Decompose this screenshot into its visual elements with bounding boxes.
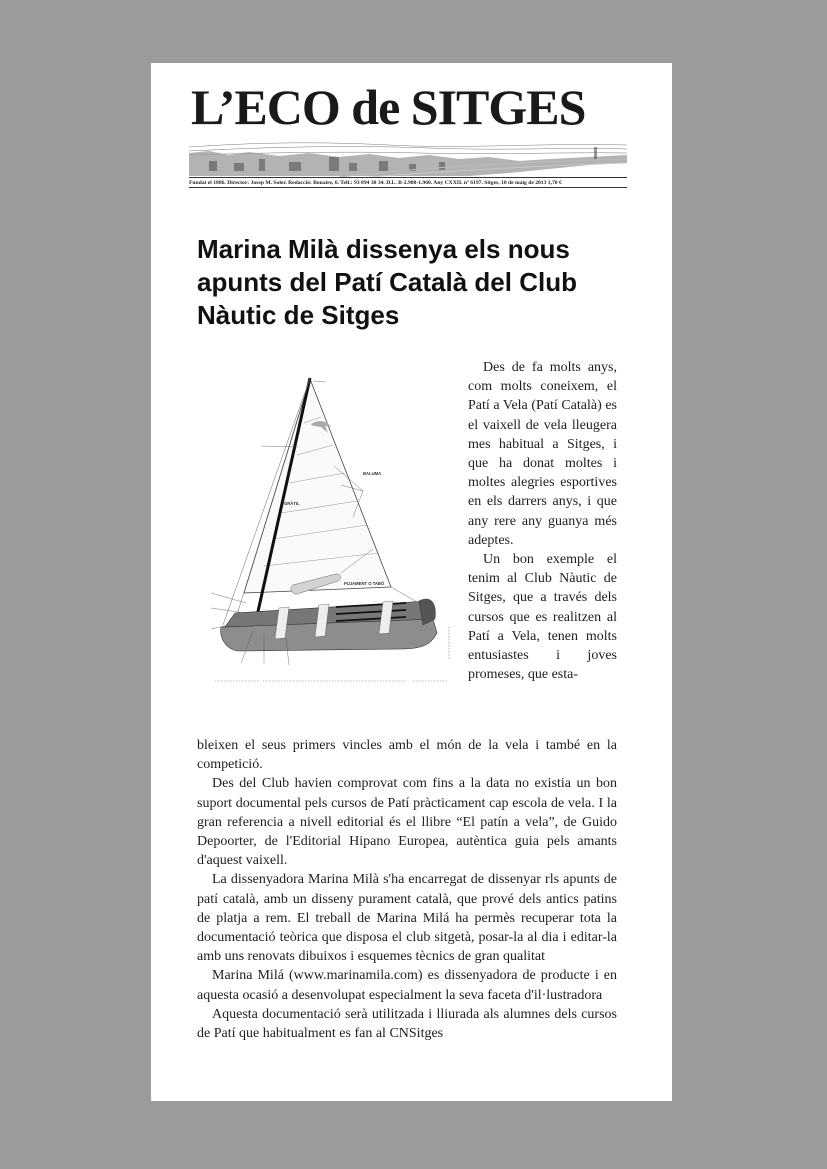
masthead-rule-bottom xyxy=(189,187,627,188)
label-baluma: BALUMA xyxy=(363,471,382,476)
masthead-imprint: Fundat el 1886. Director: Josep M. Soler. Redacció: Bonaire, 6. Telf.: 93 894 30 34. D.L. B-2.908-1.960. Any CXXII. nº 6197. Sitges, 10 de maig de 2013 1,70 € xyxy=(189,180,562,186)
paragraph-5: Marina Milá (www.marinamila.com) es dissenyadora de producte i en aquesta ocasió a desenvolupat especialment la seva faceta d'il·lustradora xyxy=(197,968,617,1003)
paragraph-6: Aquesta documentació serà utilitzada i lliurada als alumnes dels cursos de Patí que habitualment es fan al CNSitges xyxy=(197,1006,617,1042)
paragraph-4: La dissenyadora Marina Milà s'ha encarregat de dissenyar rls apunts de patí català, amb un disseny purament català, que prové dels antics patins de platja a rem. El treball de Marina Milá ha permès recuperar tota la documentació teòrica que disposa el club sitgetà, posar-la al dia i editar-la amb uns renovats dibuixos i esquemes tècnics de gran qualitat xyxy=(197,872,617,965)
masthead xyxy=(189,81,629,188)
newspaper-page xyxy=(151,63,672,1101)
article-body xyxy=(197,736,617,1043)
newspaper-logo: L’ECO de SITGES xyxy=(191,79,586,135)
town-panorama-illustration xyxy=(189,133,627,177)
paragraph-2: Un bon exemple el tenim al Club Nàutic de Sitges, que a través dels cursos que es realitzen al Patí a Vela, tenen molts entusiastes i joves promeses, que esta- xyxy=(468,552,617,683)
article-column-right xyxy=(468,358,617,684)
paragraph-2-continued: bleixen el seus primers vincles amb el món de la vela i també en la competició. xyxy=(197,738,617,773)
label-pujament: PUJAMENT O TABÓ xyxy=(344,581,385,586)
paragraph-1: Des de fa molts anys, com molts coneixem, el Patí a Vela (Patí Català) es el vaixell de vela lleugera mes habitual a Sitges, i que ha donat moltes i moltes alegries esportives en els darrers anys, i que any rere any guanya més adeptes. xyxy=(468,360,617,548)
sailboat-illustration xyxy=(201,363,463,695)
paragraph-3: Des del Club havien comprovat com fins a la data no existia un bon suport documental pels cursos de Patí pràcticament cap escola de vela. I la gran referencia a nivell editorial és el llibre “El patín a vela”, de Guido Depoorter, de l'Editorial Hipano Europea, autèntica guia pels amants d'aquest vaixell. xyxy=(197,776,617,869)
article-headline: Marina Milà dissenya els nous apunts del Patí Català del Club Nàutic de Sitges xyxy=(197,234,577,330)
label-gratil: GRÀTIL xyxy=(284,501,300,506)
